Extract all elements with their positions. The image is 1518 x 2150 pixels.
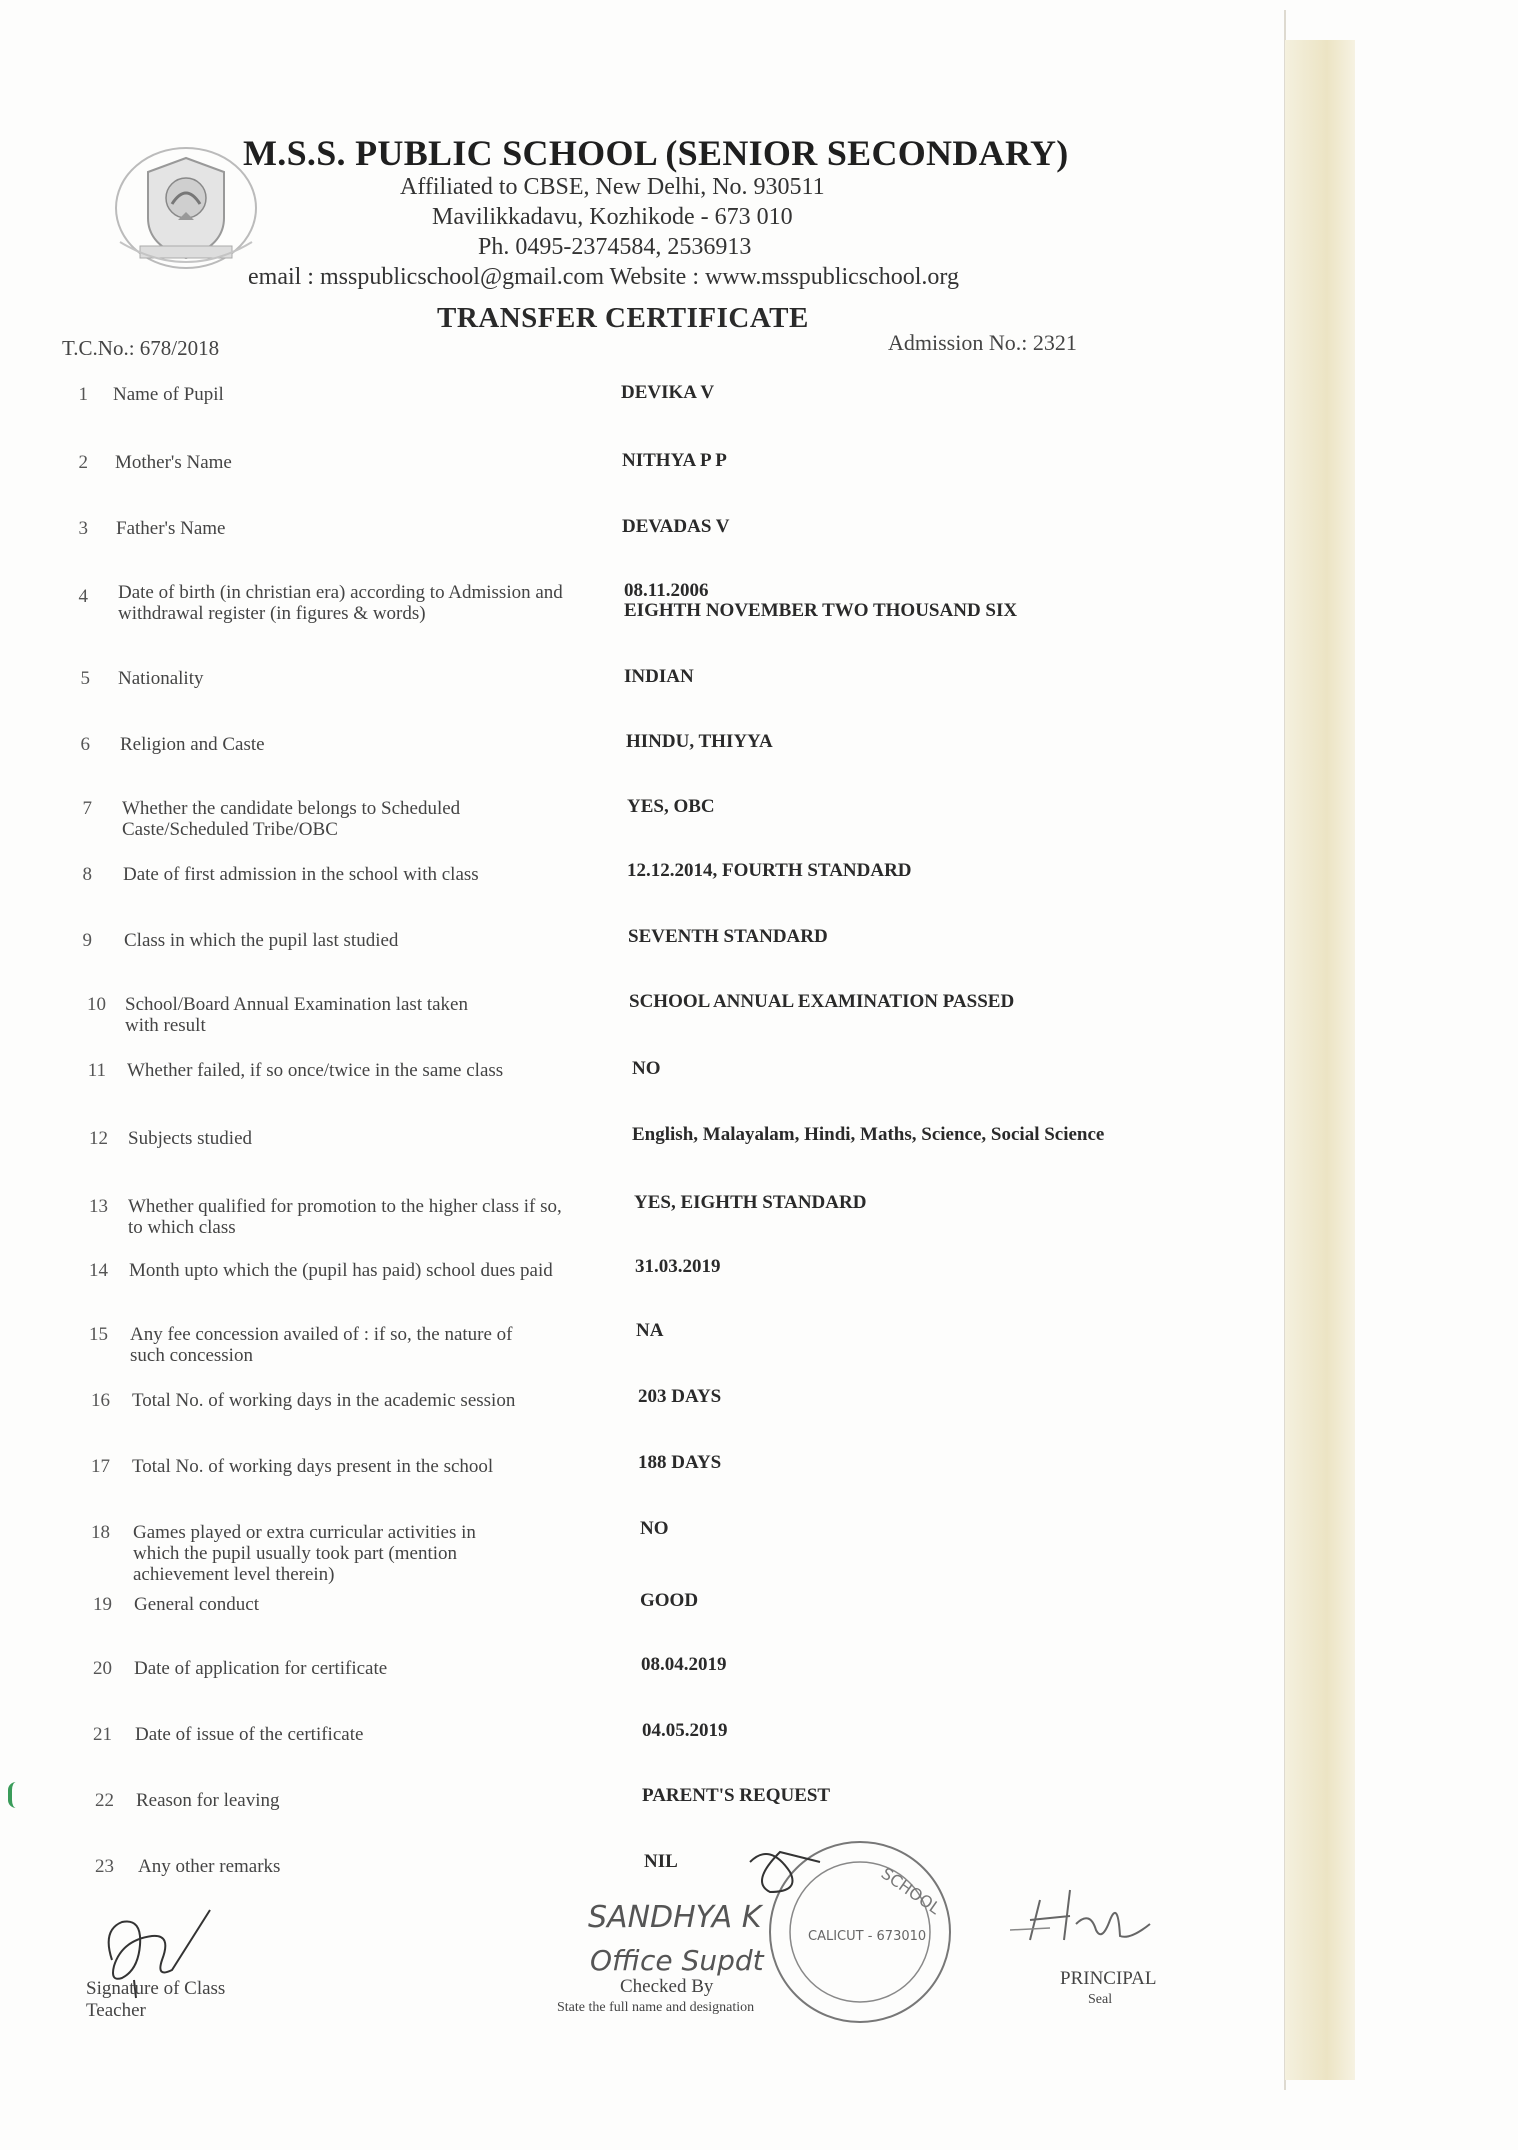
address-line: Mavilikkadavu, Kozhikode - 673 010 <box>432 204 793 230</box>
field-value: DEVIKA V <box>621 382 715 403</box>
field-value: 31.03.2019 <box>635 1256 721 1277</box>
field-value: English, Malayalam, Hindi, Maths, Science, Social Science <box>632 1124 1105 1145</box>
field-label: Father's Name <box>116 518 226 539</box>
field-label: Any fee concession availed of : if so, the nature of such concession <box>130 1324 513 1366</box>
field-value: 08.04.2019 <box>641 1654 727 1675</box>
field-label: Games played or extra curricular activities in which the pupil usually took part (mention achievement level therein) <box>133 1522 476 1585</box>
principal-label: PRINCIPAL <box>1060 1968 1157 1989</box>
field-label: School/Board Annual Examination last taken with result <box>125 994 468 1036</box>
field-value: GOOD <box>640 1590 699 1611</box>
field-value: NO <box>640 1518 669 1539</box>
field-number: 3 <box>78 518 88 539</box>
school-seal-icon <box>730 1832 960 2032</box>
phone-line: Ph. 0495-2374584, 2536913 <box>478 234 752 260</box>
page-edge-shadow <box>1285 40 1355 2080</box>
field-label: Reason for leaving <box>136 1790 280 1811</box>
field-number: 5 <box>80 668 90 689</box>
field-number: 20 <box>93 1658 112 1679</box>
field-value: 12.12.2014, FOURTH STANDARD <box>627 860 912 881</box>
field-label: Month upto which the (pupil has paid) school dues paid <box>129 1260 553 1281</box>
stamp-arc-text: SCHOOL <box>877 1863 944 1918</box>
field-value: YES, OBC <box>627 796 715 817</box>
field-label: Whether failed, if so once/twice in the same class <box>127 1060 504 1081</box>
field-number: 18 <box>91 1522 110 1543</box>
admission-number: Admission No.: 2321 <box>888 330 1077 355</box>
checker-handwritten-name: SANDHYA K <box>588 1900 762 1935</box>
field-number: 10 <box>87 994 106 1015</box>
field-value: SCHOOL ANNUAL EXAMINATION PASSED <box>629 991 1015 1012</box>
field-label: Date of first admission in the school with class <box>123 864 479 885</box>
field-value: SEVENTH STANDARD <box>628 926 828 947</box>
field-number: 15 <box>89 1324 108 1345</box>
checked-by-label: Checked By <box>620 1976 714 1997</box>
tc-number: T.C.No.: 678/2018 <box>62 336 220 360</box>
contact-line: email : msspublicschool@gmail.com Website : www.msspublicschool.org <box>248 264 959 290</box>
checker-handwritten-designation: Office Supdt <box>590 1944 764 1977</box>
field-number: 8 <box>82 864 92 885</box>
class-teacher-label: Signature of Class Teacher <box>86 1978 226 2021</box>
field-value: 203 DAYS <box>638 1386 722 1407</box>
field-label: Religion and Caste <box>120 734 265 755</box>
field-value: NIL <box>644 1851 678 1872</box>
field-number: 4 <box>78 586 88 607</box>
field-label: Date of birth (in christian era) according to Admission and withdrawal register (in figures & words) <box>118 582 563 624</box>
field-label: Whether the candidate belongs to Scheduled Caste/Scheduled Tribe/OBC <box>122 798 461 840</box>
field-number: 7 <box>82 798 92 819</box>
field-label: General conduct <box>134 1594 260 1615</box>
seal-label: Seal <box>1088 1992 1113 2007</box>
field-number: 16 <box>91 1390 110 1411</box>
field-value: 188 DAYS <box>638 1452 722 1473</box>
field-label: Whether qualified for promotion to the higher class if so, to which class <box>128 1196 562 1238</box>
field-number: 21 <box>93 1724 112 1745</box>
field-number: 2 <box>78 452 88 473</box>
field-value: NA <box>636 1320 664 1341</box>
field-number: 17 <box>91 1456 110 1477</box>
field-label: Date of issue of the certificate <box>135 1724 364 1745</box>
field-value: NITHYA P P <box>622 450 727 471</box>
field-value: 08.11.2006 <box>624 580 709 601</box>
field-label: Date of application for certificate <box>134 1658 388 1679</box>
field-label: Name of Pupil <box>113 384 224 405</box>
stamp-city-text: CALICUT - 673010 <box>808 1929 927 1944</box>
field-label: Total No. of working days present in the school <box>132 1456 494 1477</box>
field-value: YES, EIGHTH STANDARD <box>634 1192 867 1213</box>
field-value: PARENT'S REQUEST <box>642 1785 831 1806</box>
field-label: Nationality <box>118 668 204 689</box>
field-number: 11 <box>87 1060 106 1081</box>
field-value: NO <box>632 1058 661 1079</box>
field-value-words: EIGHTH NOVEMBER TWO THOUSAND SIX <box>624 600 1018 621</box>
field-number: 6 <box>80 734 90 755</box>
field-value: 04.05.2019 <box>642 1720 728 1741</box>
field-number: 12 <box>89 1128 108 1149</box>
field-label: Any other remarks <box>138 1856 281 1877</box>
field-number: 13 <box>89 1196 108 1217</box>
affiliation-line: Affiliated to CBSE, New Delhi, No. 930511 <box>400 174 825 200</box>
school-name: M.S.S. PUBLIC SCHOOL (SENIOR SECONDARY) <box>243 133 1069 173</box>
field-number: 14 <box>89 1260 108 1281</box>
field-number: 9 <box>82 930 92 951</box>
field-label: Total No. of working days in the academic session <box>132 1390 516 1411</box>
field-number: 22 <box>95 1790 114 1811</box>
field-number: 19 <box>93 1594 112 1615</box>
principal-signature <box>1010 1880 1180 1960</box>
field-number: 1 <box>78 384 88 405</box>
field-label: Subjects studied <box>128 1128 253 1149</box>
certificate-title: TRANSFER CERTIFICATE <box>437 302 809 334</box>
field-value: DEVADAS V <box>622 516 730 537</box>
field-label: Class in which the pupil last studied <box>124 930 399 951</box>
field-number: 23 <box>95 1856 114 1877</box>
field-value: HINDU, THIYYA <box>626 731 773 752</box>
checked-by-note: State the full name and designation <box>557 2000 755 2015</box>
field-value: INDIAN <box>624 666 694 687</box>
field-label: Mother's Name <box>115 452 232 473</box>
